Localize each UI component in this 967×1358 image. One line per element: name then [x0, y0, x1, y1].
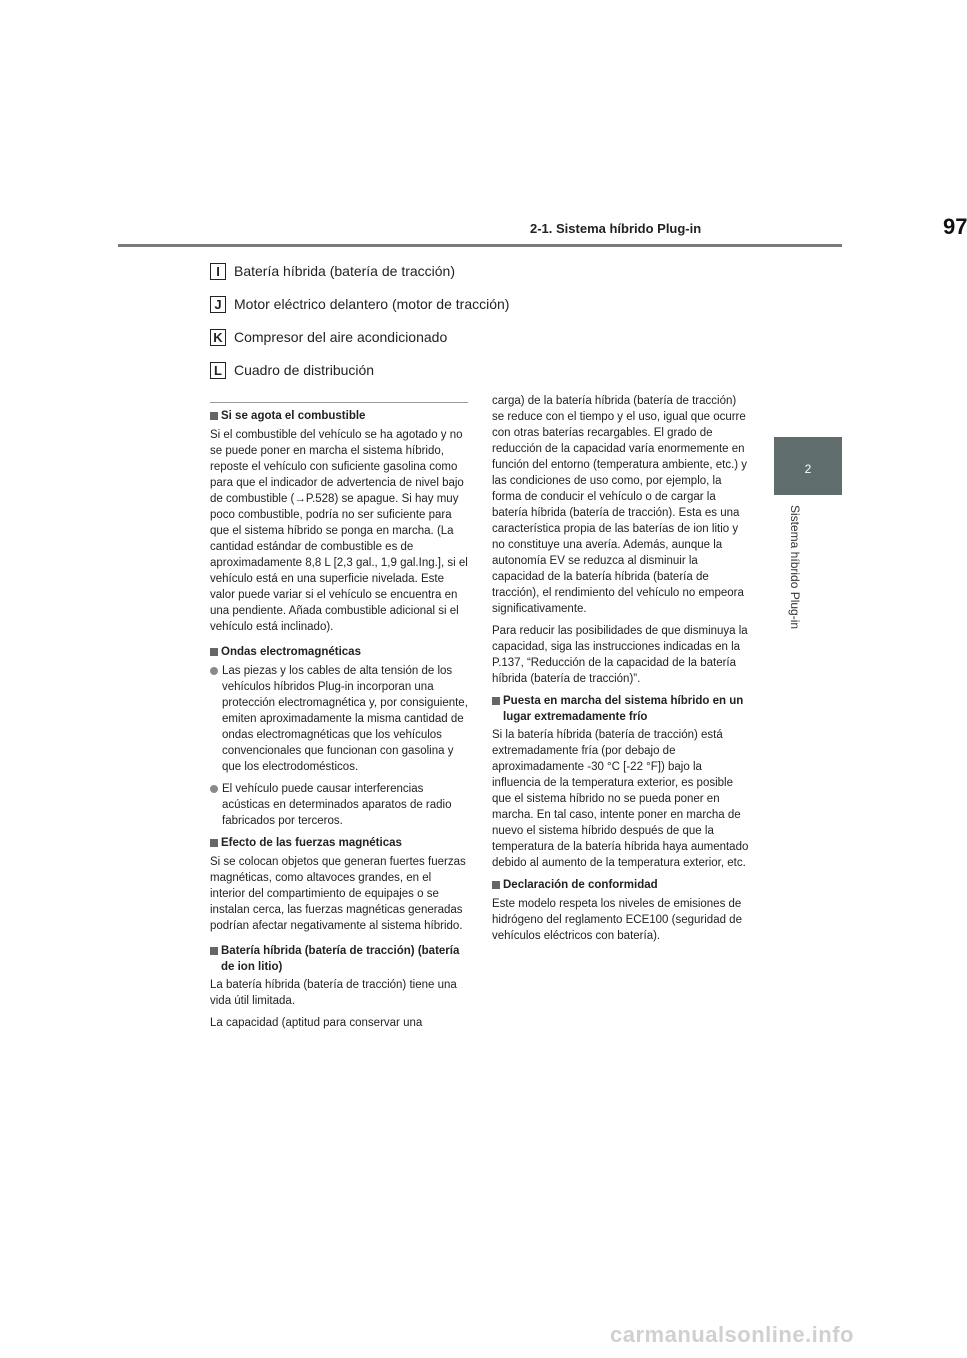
chapter-number: 2: [804, 462, 812, 476]
heading-text: Ondas electromagnéticas: [221, 646, 361, 658]
header-divider: [118, 244, 842, 247]
legend-text: Cuadro de distribución: [234, 362, 375, 378]
square-bullet-icon: [210, 648, 218, 656]
section-heading: [492, 877, 750, 894]
chapter-tab: [774, 437, 842, 495]
legend-text: Batería híbrida (batería de tracción): [234, 263, 456, 279]
square-bullet-icon: [210, 839, 218, 847]
legend-badge: J: [210, 296, 226, 313]
bullet-item: [210, 663, 468, 775]
paragraph: Este modelo respeta los niveles de emisiones de hidrógeno del reglamento ECE100 (seguridad de vehículos eléctricos con batería).: [492, 898, 742, 942]
heading-text: Batería híbrida (batería de tracción) (batería de ion litio): [221, 945, 460, 973]
column-divider: [210, 402, 468, 403]
right-column: [492, 393, 750, 950]
legend-badge: I: [210, 263, 226, 280]
paragraph: La batería híbrida (batería de tracción) tiene una vida útil limitada.: [210, 979, 457, 1007]
bullet-text: El vehículo puede causar interferencias acústicas en determinados aparatos de radio fabricados por terceros.: [222, 783, 452, 827]
legend-text: Compresor del aire acondicionado: [234, 329, 448, 345]
square-bullet-icon: [210, 947, 218, 955]
section-heading: [210, 943, 468, 975]
square-bullet-icon: [492, 697, 500, 705]
legend-item: [210, 294, 509, 314]
left-column: [210, 408, 468, 1037]
paragraph: Si se colocan objetos que generan fuertes fuerzas magnéticas, como altavoces grandes, en el interior del compartimiento de equipajes o se instalan cerca, las fuerzas magnéticas generadas podrían afectar negativamente al sistema híbrido.: [210, 856, 466, 932]
section-heading: [492, 693, 750, 725]
heading-text: Puesta en marcha del sistema híbrido en un lugar extremadamente frío: [503, 695, 744, 723]
square-bullet-icon: [492, 881, 500, 889]
paragraph: Para reducir las posibilidades de que disminuya la capacidad, siga las instrucciones indicadas en la P.137, “Reducción de la capacidad de la batería híbrida (batería de tracción)”.: [492, 625, 748, 685]
square-bullet-icon: [210, 412, 218, 420]
legend-item: [210, 261, 455, 281]
heading-text: Declaración de conformidad: [503, 879, 658, 891]
section-title: 2-1. Sistema híbrido Plug-in: [530, 221, 702, 236]
heading-text: Si se agota el combustible: [221, 410, 366, 422]
paragraph: Si la batería híbrida (batería de tracción) está extremadamente fría (por debajo de aproximadamente -30 °C [-22 °F]) bajo la influencia de la temperatura exterior, es posible que el sistema híbrido no se pueda poner en marcha. En tal caso, intente poner en marcha de nuevo el sistema híbrido después de que la temperatura de la batería híbrida haya aumentado debido al aumento de la temperatura exterior, etc.: [492, 729, 749, 869]
legend-item: [210, 327, 447, 347]
paragraph: carga) de la batería híbrida (batería de tracción) se reduce con el tiempo y el uso, igual que ocurre con otras baterías recargables. El grado de reducción de la capacidad varía enormemente en función del entorno (temperatura ambiente, etc.) y las condiciones de uso como, por ejemplo, la forma de conducir el vehículo o de cargar la batería híbrida (batería de tracción). Esta es una característica propia de las baterías de ion litio y no constituye una avería. Además, aunque la autonomía EV se reduzca al disminuir la capacidad de la batería híbrida (batería de tracción), el rendimiento del vehículo no empeora significativamente.: [492, 395, 748, 615]
legend-text: Motor eléctrico delantero (motor de tracción): [234, 296, 510, 312]
bullet-item: [210, 781, 468, 829]
section-heading: [210, 644, 468, 661]
chapter-label: Sistema híbrido Plug-in: [788, 505, 802, 630]
paragraph: La capacidad (aptitud para conservar una: [210, 1017, 423, 1029]
section-heading: [210, 408, 468, 425]
circle-bullet-icon: [210, 667, 218, 675]
heading-text: Efecto de las fuerzas magnéticas: [221, 837, 402, 849]
legend-badge: L: [210, 362, 226, 379]
paragraph: Si el combustible del vehículo se ha agotado y no se puede poner en marcha el sistema híbrido, reposte el vehículo con suficiente gasolina como para que el indicador de advertencia de nivel bajo de combustible (→P.528) se apague. Si hay muy poco combustible, podría no ser suficiente para que el sistema híbrido se ponga en marcha. (La cantidad estándar de combustible es de aproximadamente 8,8 L [2,3 gal., 1,9 gal.Ing.], si el vehículo está en una superficie nivelada. Este valor puede variar si el vehículo se encuentra en una pendiente. Añada combustible adicional si el vehículo está inclinado).: [210, 429, 468, 633]
section-heading: [210, 835, 468, 852]
circle-bullet-icon: [210, 785, 218, 793]
legend-item: [210, 360, 374, 380]
page-number: 97: [943, 214, 967, 239]
legend-badge: K: [210, 329, 226, 346]
watermark: carmanualsonline.info: [610, 1322, 854, 1347]
bullet-text: Las piezas y los cables de alta tensión de los vehículos híbridos Plug-in incorporan una protección electromagnética y, por consiguiente, emiten aproximadamente la misma cantidad de ondas electromagnéticas que los vehículos convencionales que funcionan con gasolina y que los electrodomésticos.: [222, 665, 468, 773]
